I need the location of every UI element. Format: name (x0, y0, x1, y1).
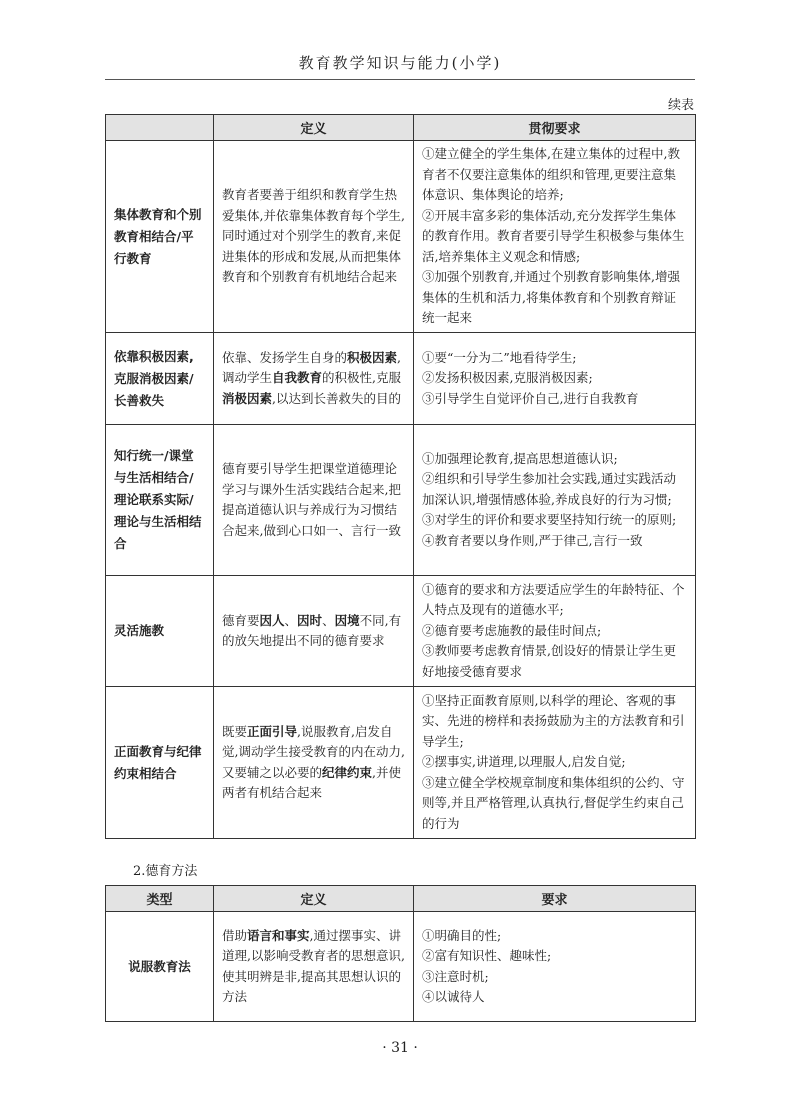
column-header-requirements: 贯彻要求 (414, 115, 696, 141)
principles-table (105, 114, 696, 839)
definition-text: ,调动学生 (222, 349, 402, 386)
requirement-item: ②摆事实,讲道理,以理服人,启发自觉; (422, 754, 626, 770)
principle-name: 正面教育与纪律约束相结合 (106, 687, 214, 839)
requirement-item: ①明确目的性; (422, 927, 502, 943)
principle-name: 集体教育和个别教育相结合/平行教育 (106, 141, 214, 333)
definition-text: 的积极性,克服 (322, 370, 402, 386)
requirement-item: ④教育者要以身作则,严于律己,言行一致 (422, 532, 643, 548)
requirement-item: ①加强理论教育,提高思想道德认识; (422, 450, 618, 466)
column-header-requirements: 要求 (414, 886, 696, 912)
definition-text: 不同,有的放矢地提出不同的德育要求 (222, 612, 402, 648)
principle-name: 知行统一/课堂与生活相结合/理论联系实际/理论与生活相结合 (106, 425, 214, 576)
column-header-name (106, 115, 214, 141)
definition-emphasis: 因时 (297, 612, 323, 628)
requirement-item: ②开展丰富多彩的集体活动,充分发挥学生集体的教育作用。教育者要引导学生积极参与集体生活,培养集体主义观念和情感; (422, 207, 685, 264)
principle-requirements (414, 333, 696, 425)
method-requirements (414, 912, 696, 1022)
definition-emphasis: 正面引导 (247, 723, 298, 739)
principle-definition: 德育要引导学生把课堂道德理论学习与课外生活实践结合起来,把提高道德认识与养成行为习惯结合起来,做到心口如一、言行一致 (214, 425, 414, 576)
definition-emphasis: 纪律约束 (322, 764, 373, 780)
principle-requirements (414, 141, 696, 333)
requirement-item: ①德育的要求和方法要适应学生的年龄特征、个人特点及现有的道德水平; (422, 581, 685, 618)
method-definition (214, 912, 414, 1022)
principle-definition (214, 576, 414, 687)
definition-emphasis: 因人 (259, 612, 285, 628)
running-header: 教育教学知识与能力(小学) (298, 54, 502, 72)
requirement-item: ②德育要考虑施教的最佳时间点; (422, 622, 602, 638)
table-row (106, 425, 696, 576)
definition-text: ,说服教育,启发自觉,调动学生接受教育的内在动力,又要辅之以必要的 (222, 723, 405, 780)
requirement-item: ④以诚待人 (422, 989, 485, 1004)
definition-emphasis: 自我教育 (272, 370, 323, 386)
definition-emphasis: 语言和事实 (247, 927, 310, 943)
table-row (106, 333, 696, 425)
definition-text: 德育要 (222, 612, 260, 628)
principle-requirements (414, 687, 696, 839)
definition-emphasis: 积极因素 (347, 349, 398, 365)
principle-definition (214, 687, 414, 839)
column-header-type: 类型 (106, 886, 214, 912)
continued-label: 续表 (667, 98, 694, 113)
principle-name: 灵活施教 (106, 576, 214, 687)
requirement-item: ①要“一分为二”地看待学生; (422, 349, 577, 365)
principle-definition (214, 333, 414, 425)
requirement-item: ③引导学生自觉评价自己,进行自我教育 (422, 390, 639, 406)
definition-text: 、 (284, 612, 298, 628)
principle-name: 依靠积极因素,克服消极因素/长善救失 (106, 333, 214, 425)
requirement-item: ③教师要考虑教育情景,创设好的情景让学生更好地接受德育要求 (422, 643, 676, 679)
definition-text: ,通过摆事实、讲道理,以影响受教育者的思想意识,使其明辨是非,提高其思想认识的方法 (222, 927, 405, 1004)
page-number: · 31 · (382, 1040, 418, 1056)
definition-emphasis: 因境 (334, 612, 360, 628)
table-row (106, 141, 696, 333)
definition-text: ,并使两者有机结合起来 (222, 764, 402, 800)
definition-text: 既要 (222, 723, 248, 739)
method-name: 说服教育法 (106, 912, 214, 1022)
requirement-item: ②组织和引导学生参加社会实践,通过实践活动加深认识,增强情感体验,养成良好的行为习惯; (422, 471, 676, 507)
table-row (106, 576, 696, 687)
requirement-item: ③对学生的评价和要求要坚持知行统一的原则; (422, 512, 677, 528)
principle-requirements (414, 425, 696, 576)
principle-definition: 教育者要善于组织和教育学生热爱集体,并依靠集体教育每个学生,同时通过对个别学生的教育,来促进集体的形成和发展,从而把集体教育和个别教育有机地结合起来 (214, 141, 414, 333)
requirement-item: ②发扬积极因素,克服消极因素; (422, 370, 593, 386)
table-row (106, 687, 696, 839)
methods-table (105, 885, 696, 1022)
requirement-item: ①坚持正面教育原则,以科学的理论、客观的事实、先进的榜样和表扬鼓励为主的方法教育和引导学生; (422, 692, 685, 749)
section-heading: 2.德育方法 (133, 864, 198, 879)
definition-emphasis: 消极因素 (222, 390, 273, 406)
requirement-item: ②富有知识性、趣味性; (422, 948, 552, 963)
column-header-definition: 定义 (214, 115, 414, 141)
column-header-definition: 定义 (214, 886, 414, 912)
definition-text: 借助 (222, 927, 248, 943)
requirement-item: ③加强个别教育,并通过个别教育影响集体,增强集体的生机和活力,将集体教育和个别教育辩证统一起来 (422, 269, 680, 326)
definition-text: 、 (322, 612, 335, 628)
requirement-item: ③注意时机; (422, 968, 489, 984)
requirement-item: ①建立健全的学生集体,在建立集体的过程中,教育者不仅要注意集体的组织和管理,更要注意集体意识、集体舆论的培养; (422, 146, 680, 203)
definition-text: 依靠、发扬学生自身的 (222, 349, 348, 365)
header-rule (105, 79, 695, 80)
table-row (106, 912, 696, 1022)
requirement-item: ③建立健全学校规章制度和集体组织的公约、守则等,并且严格管理,认真执行,督促学生约束自己的行为 (422, 774, 685, 831)
principle-requirements (414, 576, 696, 687)
definition-text: ,以达到长善救失的目的 (272, 390, 401, 406)
